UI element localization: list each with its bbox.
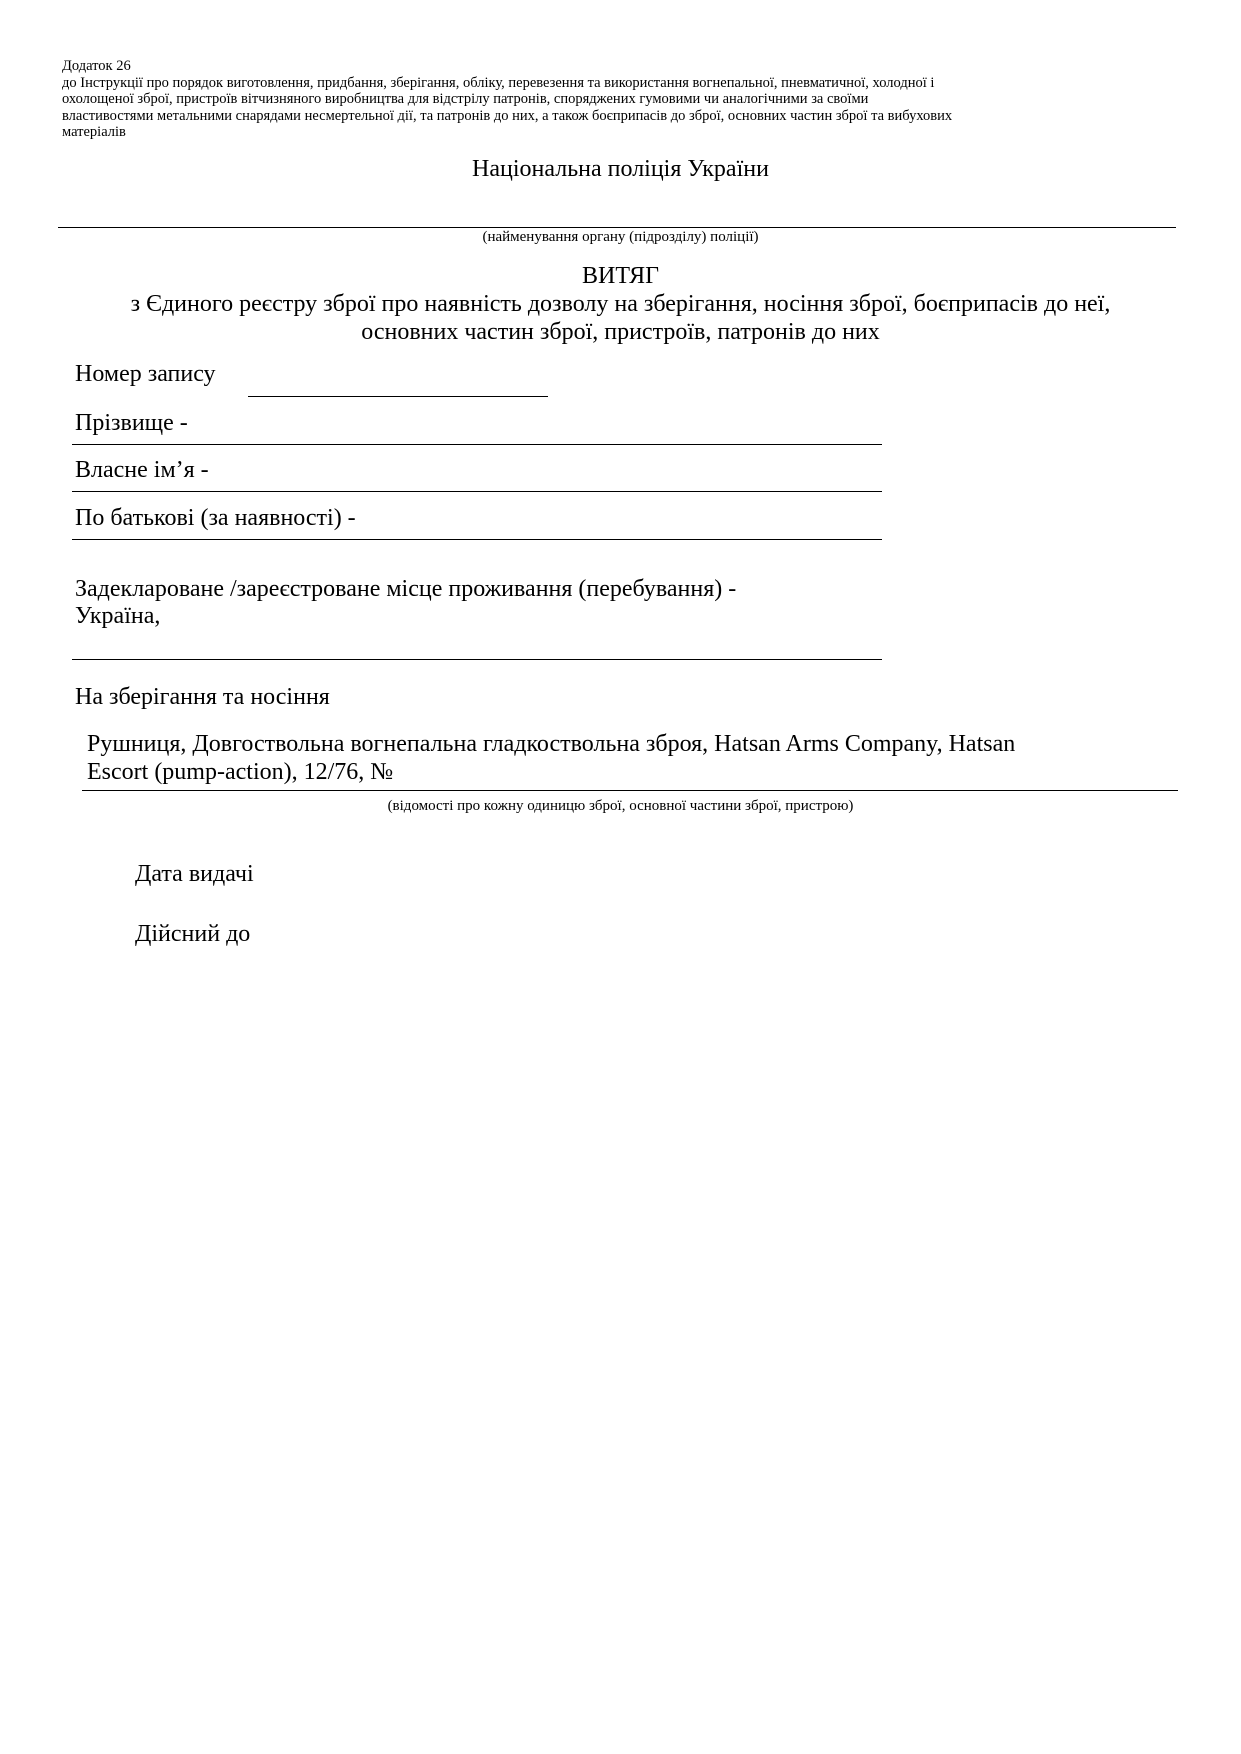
record-number-label: Номер запису [75,361,216,387]
first-name-underline [72,491,882,492]
appendix-text-line: властивостями метальними снарядами несмертельної дії, та патронів до них, а також боєприпасів до зброї, основних частин зброї та вибухових [62,107,953,124]
weapon-underline [82,790,1178,791]
record-number-underline [248,396,548,397]
address-line-1: Задекларованe /зареєстроване місце проживання (перебування) - [75,576,737,602]
appendix-note [62,58,1182,141]
issue-date-label: Дата видачі [135,861,254,887]
title-line-2: основних частин зброї, пристроїв, патронів до них [361,319,880,345]
patronymic-label: По батькові (за наявності) - [75,505,356,531]
weapon-line-2: Escort (pump-action), 12/76, № [87,759,394,785]
document-title [0,262,1241,346]
first-name-label: Власне ім’я - [75,457,209,483]
surname-label: Прізвище - [75,410,188,436]
weapon-description [87,730,1187,786]
authority-caption: (найменування органу (підрозділу) поліції) [482,229,759,245]
address-label [75,576,895,630]
patronymic-underline [72,539,882,540]
appendix-text-line: охолощеної зброї, пристроїв вітчизняного виробництва для відстрілу патронів, споряджених гумовими чи аналогічними за своїми [62,91,869,107]
purpose-label: На зберігання та носіння [75,684,330,710]
valid-until-label: Дійсний до [135,921,251,947]
authority-name: Національна поліція України [472,156,769,182]
appendix-text-line: матеріалів [62,124,126,140]
authority-underline [58,227,1176,228]
address-line-2: Україна, [75,603,161,629]
title-line-1: з Єдиного реєстру зброї про наявність дозволу на зберігання, носіння зброї, боєприпасів до неї, [130,291,1111,317]
weapon-caption: (відомості про кожну одиницю зброї, основної частини зброї, пристрою) [387,798,854,814]
weapon-line-1: Рушниця, Довгоствольна вогнепальна гладкоствольна зброя, Hatsan Arms Company, Hatsan [87,731,1016,757]
title-main: ВИТЯГ [582,263,659,289]
appendix-number: Додаток 26 [62,58,131,74]
surname-underline [72,444,882,445]
address-underline [72,659,882,660]
appendix-text-line: до Інструкції про порядок виготовлення, придбання, зберігання, обліку, перевезення та використання вогнепальної, пневматичної, холодної і [62,74,935,91]
